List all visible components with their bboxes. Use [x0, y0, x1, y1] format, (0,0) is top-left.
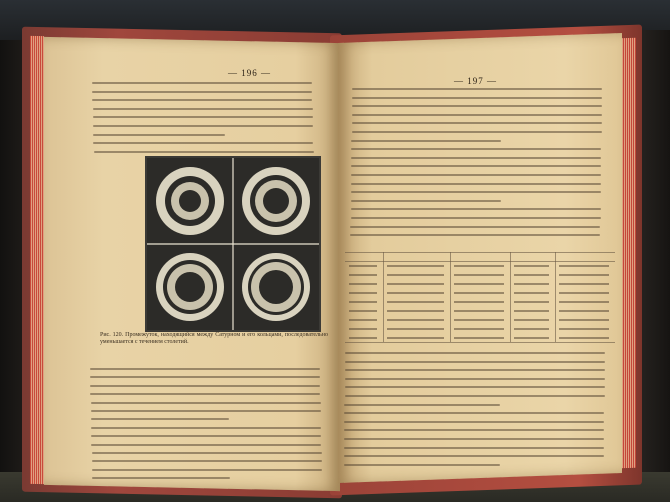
satellite-table — [345, 252, 615, 342]
text-line — [91, 427, 321, 429]
text-line — [351, 157, 601, 159]
left-page-number: — 196 — — [228, 68, 271, 78]
table-cell — [349, 283, 377, 285]
table-cell — [349, 337, 377, 339]
table-cell — [349, 319, 377, 321]
text-line — [90, 368, 320, 370]
text-line — [345, 369, 605, 371]
table-cell — [454, 292, 504, 294]
table-cell — [349, 310, 377, 312]
text-line — [345, 352, 605, 354]
text-line — [91, 444, 321, 446]
table-cell — [387, 328, 444, 330]
text-line — [344, 447, 604, 449]
text-line — [344, 455, 604, 457]
text-line — [350, 234, 600, 236]
text-line — [92, 99, 312, 101]
table-rule — [345, 261, 615, 262]
text-line — [351, 148, 601, 150]
table-cell — [387, 337, 444, 339]
text-line — [350, 226, 600, 228]
page-edges-left — [30, 36, 44, 484]
text-line — [351, 217, 601, 219]
text-line — [351, 200, 501, 202]
table-cell — [514, 328, 549, 330]
right-page-number: — 197 — — [454, 76, 497, 86]
text-line — [92, 469, 322, 471]
text-line — [344, 438, 604, 440]
text-line — [90, 393, 320, 395]
table-cell — [514, 274, 549, 276]
ring-diagram-2 — [242, 167, 310, 235]
table-cell — [387, 292, 444, 294]
ring-diagram-3 — [156, 253, 224, 321]
text-line — [344, 421, 604, 423]
text-line — [94, 151, 314, 153]
text-line — [92, 82, 312, 84]
text-line — [91, 410, 321, 412]
table-cell — [387, 274, 444, 276]
table-cell — [559, 301, 609, 303]
table-cell — [454, 319, 504, 321]
table-cell — [387, 265, 444, 267]
table-cell — [514, 265, 549, 267]
table-cell — [559, 292, 609, 294]
table-cell — [454, 283, 504, 285]
text-line — [93, 108, 313, 110]
text-line — [93, 134, 225, 136]
text-line — [90, 385, 320, 387]
table-cell — [514, 310, 549, 312]
text-line — [345, 395, 605, 397]
table-cell — [349, 292, 377, 294]
text-line — [92, 477, 230, 479]
table-cell — [387, 301, 444, 303]
table-cell — [514, 301, 549, 303]
text-line — [93, 142, 313, 144]
table-column-rule — [450, 252, 451, 342]
table-cell — [454, 328, 504, 330]
saturn-rings-figure — [145, 156, 321, 332]
table-cell — [349, 328, 377, 330]
table-cell — [454, 274, 504, 276]
table-column-rule — [510, 252, 511, 342]
text-line — [93, 125, 313, 127]
table-cell — [559, 319, 609, 321]
table-column-rule — [555, 252, 556, 342]
text-line — [92, 452, 322, 454]
page-edges-right — [620, 38, 636, 469]
text-line — [352, 114, 602, 116]
text-line — [351, 140, 501, 142]
table-cell — [514, 319, 549, 321]
table-cell — [454, 265, 504, 267]
text-line — [352, 131, 602, 133]
text-line — [352, 105, 602, 107]
ring-diagram-4 — [242, 253, 310, 321]
table-rule — [345, 252, 615, 253]
text-line — [352, 88, 602, 90]
table-cell — [559, 310, 609, 312]
text-line — [344, 404, 500, 406]
text-line — [352, 97, 602, 99]
table-cell — [559, 283, 609, 285]
table-cell — [387, 310, 444, 312]
text-line — [351, 191, 601, 193]
table-cell — [559, 274, 609, 276]
text-line — [91, 402, 321, 404]
rings-illustration — [147, 158, 319, 330]
text-line — [344, 412, 604, 414]
table-cell — [559, 328, 609, 330]
table-cell — [514, 283, 549, 285]
text-line — [91, 435, 321, 437]
text-line — [345, 361, 605, 363]
table-cell — [454, 310, 504, 312]
table-cell — [454, 301, 504, 303]
table-cell — [559, 337, 609, 339]
table-cell — [349, 301, 377, 303]
text-line — [351, 174, 601, 176]
table-cell — [387, 319, 444, 321]
table-cell — [349, 265, 377, 267]
text-line — [351, 183, 601, 185]
table-rule — [345, 342, 615, 343]
table-cell — [559, 265, 609, 267]
table-cell — [514, 337, 549, 339]
text-line — [92, 91, 312, 93]
table-cell — [454, 337, 504, 339]
figure-caption: Рис. 120. Промежуток, находящийся между Сатурном и его кольцами, последовательно уменьшается с течением столетий. — [100, 332, 328, 345]
text-line — [344, 464, 500, 466]
table-cell — [349, 274, 377, 276]
ring-diagram-1 — [156, 167, 224, 235]
table-cell — [387, 283, 444, 285]
table-column-rule — [383, 252, 384, 342]
text-line — [345, 378, 605, 380]
table-cell — [514, 292, 549, 294]
